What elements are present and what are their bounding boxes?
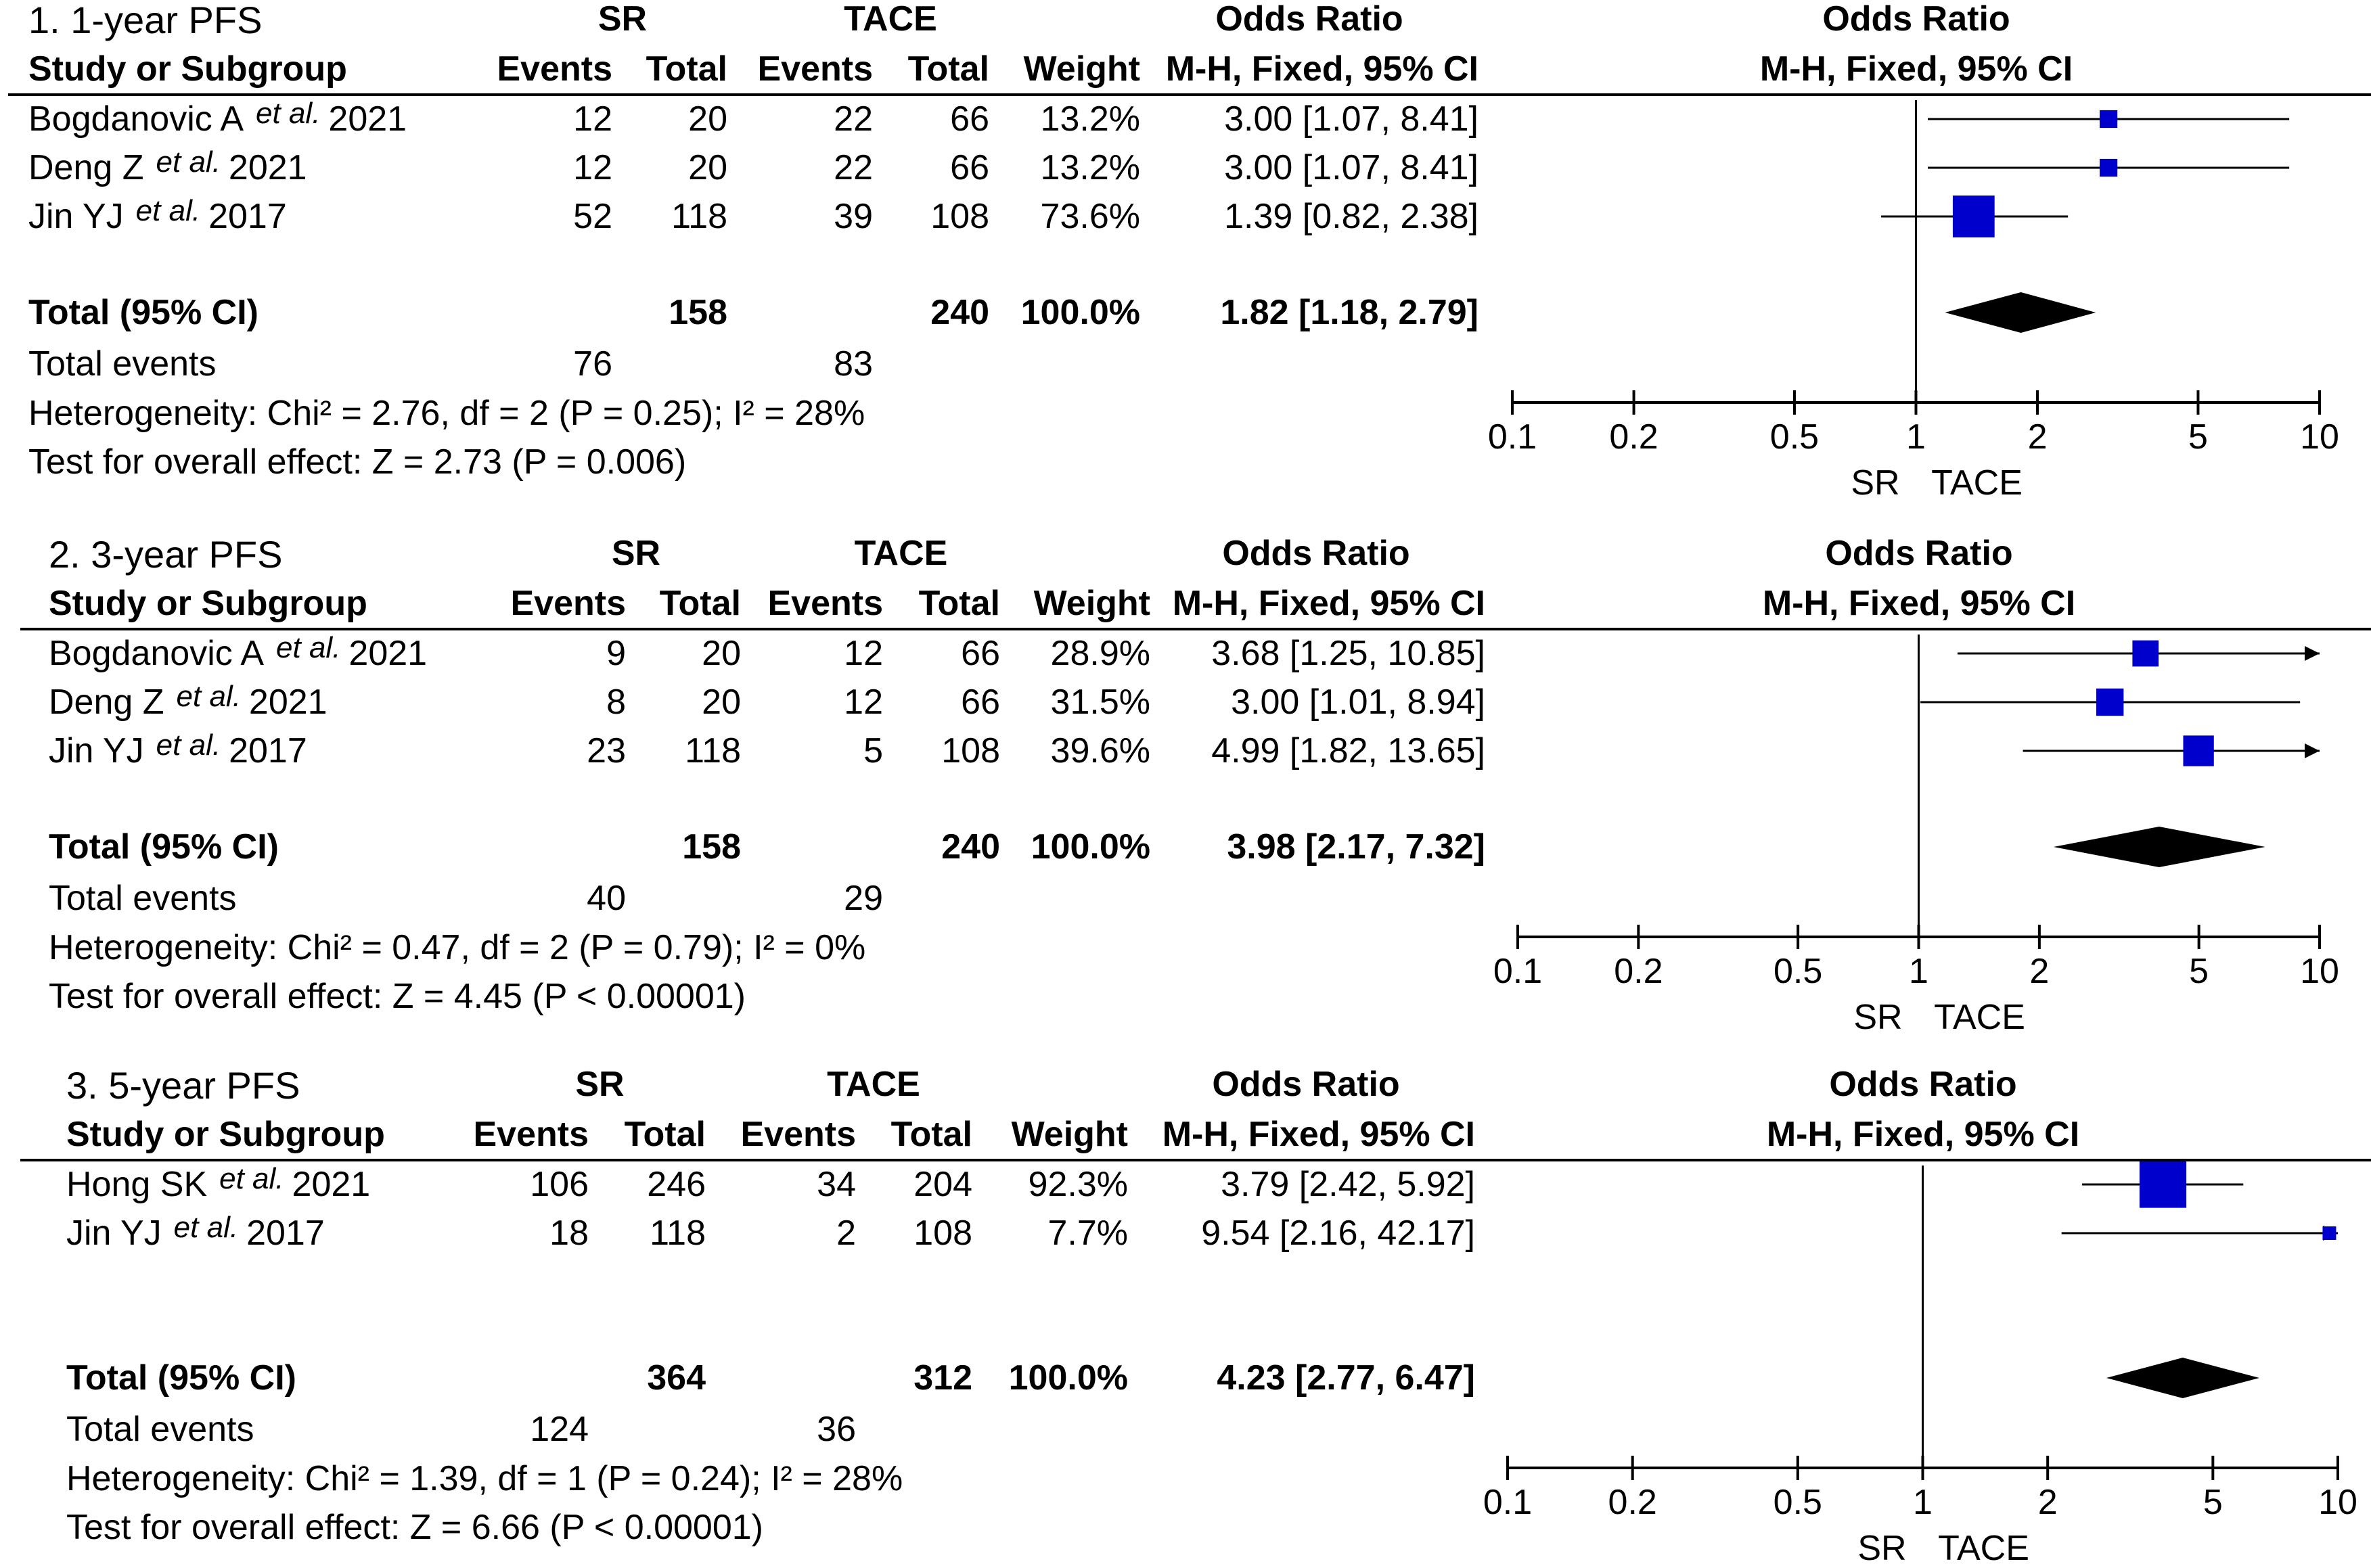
x-tick-label: 10 bbox=[2300, 417, 2339, 457]
tace-total-header: Total bbox=[890, 1115, 972, 1154]
weight-header: Weight bbox=[1011, 1115, 1128, 1154]
ci-cell: 3.79 [2.42, 5.92] bbox=[1221, 1165, 1475, 1204]
total-sr: 158 bbox=[682, 827, 741, 867]
weight-cell: 31.5% bbox=[1050, 683, 1150, 722]
odds-ratio-plot-header: Odds Ratio bbox=[1822, 0, 2010, 39]
odds-ratio-col-header: Odds Ratio bbox=[1222, 534, 1410, 573]
method-plot-header: M-H, Fixed, 95% CI bbox=[1762, 584, 2076, 623]
tace-events-header: Events bbox=[740, 1115, 856, 1154]
total-events-label: Total events bbox=[49, 879, 237, 918]
ci-cell: 3.00 [1.01, 8.94] bbox=[1231, 683, 1485, 722]
ci-cell: 1.39 [0.82, 2.38] bbox=[1224, 197, 1478, 236]
weight-cell: 13.2% bbox=[1040, 99, 1140, 139]
favours-right-label: TACE bbox=[1938, 1529, 2029, 1568]
total-ci: 1.82 [1.18, 2.79] bbox=[1220, 293, 1478, 332]
total-events-sr: 124 bbox=[530, 1410, 589, 1449]
favours-left-label: SR bbox=[1853, 998, 1903, 1037]
method-header: M-H, Fixed, 95% CI bbox=[1162, 1115, 1475, 1154]
sr-events-cell: 52 bbox=[573, 197, 612, 236]
total-events-label: Total events bbox=[28, 344, 217, 384]
x-tick-label: 2 bbox=[2029, 952, 2050, 991]
ci-cell: 9.54 [2.16, 42.17] bbox=[1201, 1214, 1475, 1253]
tace-total-header: Total bbox=[918, 584, 1000, 623]
tace-total-cell: 108 bbox=[913, 1214, 972, 1253]
tace-total-cell: 108 bbox=[930, 197, 989, 236]
study-marker bbox=[2140, 1161, 2186, 1207]
x-tick-label: 1 bbox=[1913, 1483, 1933, 1522]
method-header: M-H, Fixed, 95% CI bbox=[1165, 49, 1478, 89]
pooled-diamond bbox=[2054, 827, 2265, 867]
favours-left-label: SR bbox=[1857, 1529, 1907, 1568]
tace-events-cell: 22 bbox=[834, 99, 873, 139]
x-tick-label: 1 bbox=[1906, 417, 1926, 457]
ci-cell: 3.00 [1.07, 8.41] bbox=[1224, 148, 1478, 187]
sr-total-cell: 246 bbox=[647, 1165, 706, 1204]
ci-arrow bbox=[2305, 743, 2320, 758]
total-events-tace: 36 bbox=[817, 1410, 856, 1449]
sr-total-header: Total bbox=[646, 49, 727, 89]
x-tick-label: 0.5 bbox=[1773, 952, 1823, 991]
sr-events-cell: 8 bbox=[606, 683, 626, 722]
x-tick-label: 0.1 bbox=[1483, 1483, 1533, 1522]
study-marker bbox=[2322, 1226, 2336, 1240]
x-tick-label: 10 bbox=[2318, 1483, 2357, 1522]
weight-cell: 13.2% bbox=[1040, 148, 1140, 187]
total-tace: 240 bbox=[930, 293, 989, 332]
sr-events-cell: 12 bbox=[573, 99, 612, 139]
study-author: Deng Z bbox=[49, 683, 164, 722]
study-author: Jin YJ bbox=[66, 1214, 162, 1253]
total-weight: 100.0% bbox=[1031, 827, 1150, 867]
study-marker bbox=[2096, 689, 2123, 716]
tace-total-cell: 66 bbox=[950, 99, 989, 139]
tace-events-header: Events bbox=[767, 584, 883, 623]
x-tick-label: 0.2 bbox=[1614, 952, 1663, 991]
study-marker bbox=[2100, 159, 2117, 177]
sr-events-cell: 23 bbox=[587, 731, 626, 770]
x-tick-label: 0.1 bbox=[1493, 952, 1543, 991]
sr-total-cell: 20 bbox=[688, 99, 727, 139]
study-etal: et al. bbox=[256, 97, 321, 130]
tace-total-cell: 66 bbox=[950, 148, 989, 187]
tace-events-cell: 22 bbox=[834, 148, 873, 187]
overall-effect-text: Test for overall effect: Z = 6.66 (P < 0.00001) bbox=[66, 1508, 763, 1547]
method-plot-header: M-H, Fixed, 95% CI bbox=[1766, 1115, 2080, 1154]
group1-header: SR bbox=[575, 1065, 625, 1104]
total-ci: 3.98 [2.17, 7.32] bbox=[1227, 827, 1485, 867]
study-author: Deng Z bbox=[28, 148, 144, 187]
weight-cell: 7.7% bbox=[1047, 1214, 1128, 1253]
sr-events-cell: 18 bbox=[549, 1214, 589, 1253]
study-year: 2021 bbox=[328, 99, 407, 139]
sr-total-cell: 118 bbox=[671, 197, 727, 236]
study-header: Study or Subgroup bbox=[28, 49, 347, 89]
sr-events-cell: 12 bbox=[573, 148, 612, 187]
heterogeneity-text: Heterogeneity: Chi² = 1.39, df = 1 (P = 0.24); I² = 28% bbox=[66, 1459, 903, 1498]
sr-total-cell: 20 bbox=[702, 683, 741, 722]
total-events-tace: 83 bbox=[834, 344, 873, 384]
sr-total-cell: 118 bbox=[650, 1214, 706, 1253]
total-events-sr: 40 bbox=[587, 879, 626, 918]
study-etal: et al. bbox=[276, 631, 341, 664]
group2-header: TACE bbox=[844, 0, 937, 39]
study-marker bbox=[2132, 641, 2159, 667]
pooled-diamond bbox=[1945, 292, 2096, 333]
header-rule bbox=[20, 628, 2371, 630]
weight-cell: 28.9% bbox=[1050, 634, 1150, 673]
heterogeneity-text: Heterogeneity: Chi² = 2.76, df = 2 (P = 0.25); I² = 28% bbox=[28, 394, 865, 433]
sr-events-header: Events bbox=[497, 49, 612, 89]
total-weight: 100.0% bbox=[1020, 293, 1140, 332]
tace-total-cell: 108 bbox=[941, 731, 1000, 770]
sr-events-cell: 9 bbox=[606, 634, 626, 673]
ci-cell: 3.00 [1.07, 8.41] bbox=[1224, 99, 1478, 139]
weight-header: Weight bbox=[1023, 49, 1140, 89]
group1-header: SR bbox=[597, 0, 648, 39]
sr-events-cell: 106 bbox=[530, 1165, 589, 1204]
study-year: 2017 bbox=[229, 731, 307, 770]
favours-right-label: TACE bbox=[1934, 998, 2025, 1037]
method-header: M-H, Fixed, 95% CI bbox=[1172, 584, 1485, 623]
weight-cell: 92.3% bbox=[1028, 1165, 1128, 1204]
study-etal: et al. bbox=[135, 194, 201, 227]
sr-total-header: Total bbox=[624, 1115, 706, 1154]
tace-events-cell: 12 bbox=[844, 634, 883, 673]
x-tick-label: 0.5 bbox=[1773, 1483, 1822, 1522]
x-tick-label: 0.2 bbox=[1609, 417, 1658, 457]
ci-arrow bbox=[2305, 646, 2320, 661]
total-events-label: Total events bbox=[66, 1410, 254, 1449]
overall-effect-text: Test for overall effect: Z = 4.45 (P < 0.00001) bbox=[49, 977, 746, 1016]
study-etal: et al. bbox=[176, 680, 241, 713]
tace-events-cell: 39 bbox=[834, 197, 873, 236]
total-sr: 158 bbox=[669, 293, 727, 332]
panel-title: 1. 1-year PFS bbox=[28, 0, 263, 41]
study-author: Jin YJ bbox=[49, 731, 144, 770]
total-events-sr: 76 bbox=[573, 344, 612, 384]
study-header: Study or Subgroup bbox=[49, 584, 367, 623]
tace-total-cell: 66 bbox=[961, 683, 1000, 722]
tace-total-cell: 204 bbox=[913, 1165, 972, 1204]
x-tick-label: 0.5 bbox=[1769, 417, 1820, 457]
total-events-tace: 29 bbox=[844, 879, 883, 918]
study-year: 2021 bbox=[248, 683, 328, 722]
x-tick-label: 2 bbox=[2037, 1483, 2058, 1522]
study-marker bbox=[2100, 110, 2117, 128]
ci-cell: 4.99 [1.82, 13.65] bbox=[1211, 731, 1485, 770]
total-tace: 240 bbox=[941, 827, 1000, 867]
study-etal: et al. bbox=[156, 145, 221, 179]
x-tick-label: 0.1 bbox=[1487, 417, 1537, 457]
method-plot-header: M-H, Fixed, 95% CI bbox=[1759, 49, 2073, 89]
x-tick-label: 2 bbox=[2027, 417, 2048, 457]
study-year: 2021 bbox=[348, 634, 428, 673]
study-year: 2021 bbox=[228, 148, 307, 187]
sr-total-cell: 20 bbox=[702, 634, 741, 673]
weight-cell: 39.6% bbox=[1050, 731, 1150, 770]
sr-total-header: Total bbox=[659, 584, 741, 623]
study-year: 2021 bbox=[292, 1165, 371, 1204]
tace-events-cell: 2 bbox=[836, 1214, 856, 1253]
favours-right-label: TACE bbox=[1931, 463, 2023, 503]
study-year: 2017 bbox=[246, 1214, 325, 1253]
heterogeneity-text: Heterogeneity: Chi² = 0.47, df = 2 (P = 0.79); I² = 0% bbox=[49, 928, 866, 967]
study-author: Bogdanovic A bbox=[49, 634, 265, 673]
x-tick-label: 5 bbox=[2203, 1483, 2223, 1522]
pooled-diamond bbox=[2106, 1358, 2259, 1398]
tace-total-header: Total bbox=[907, 49, 989, 89]
sr-events-header: Events bbox=[473, 1115, 589, 1154]
header-rule bbox=[20, 1159, 2371, 1161]
study-year: 2017 bbox=[208, 197, 287, 236]
study-author: Hong SK bbox=[66, 1165, 208, 1204]
total-label: Total (95% CI) bbox=[28, 293, 258, 332]
x-tick-label: 1 bbox=[1909, 952, 1928, 991]
panel-title: 2. 3-year PFS bbox=[49, 533, 283, 576]
tace-events-header: Events bbox=[757, 49, 873, 89]
x-tick-label: 5 bbox=[2189, 952, 2209, 991]
study-marker bbox=[1953, 195, 1995, 237]
study-header: Study or Subgroup bbox=[66, 1115, 385, 1154]
odds-ratio-col-header: Odds Ratio bbox=[1212, 1065, 1400, 1104]
weight-cell: 73.6% bbox=[1040, 197, 1140, 236]
study-etal: et al. bbox=[173, 1211, 239, 1244]
sr-total-cell: 20 bbox=[688, 148, 727, 187]
study-etal: et al. bbox=[219, 1162, 284, 1195]
tace-total-cell: 66 bbox=[961, 634, 1000, 673]
odds-ratio-plot-header: Odds Ratio bbox=[1829, 1065, 2017, 1104]
total-ci: 4.23 [2.77, 6.47] bbox=[1217, 1358, 1475, 1398]
ci-cell: 3.68 [1.25, 10.85] bbox=[1211, 634, 1485, 673]
study-author: Jin YJ bbox=[28, 197, 124, 236]
total-tace: 312 bbox=[913, 1358, 972, 1398]
group2-header: TACE bbox=[854, 534, 948, 573]
x-tick-label: 0.2 bbox=[1608, 1483, 1657, 1522]
tace-events-cell: 5 bbox=[863, 731, 883, 770]
header-rule bbox=[8, 93, 2371, 96]
total-label: Total (95% CI) bbox=[66, 1358, 296, 1398]
group2-header: TACE bbox=[827, 1065, 920, 1104]
panel-title: 3. 5-year PFS bbox=[66, 1064, 300, 1107]
odds-ratio-plot-header: Odds Ratio bbox=[1825, 534, 2013, 573]
weight-header: Weight bbox=[1033, 584, 1150, 623]
total-sr: 364 bbox=[647, 1358, 706, 1398]
x-tick-label: 10 bbox=[2300, 952, 2339, 991]
tace-events-cell: 34 bbox=[817, 1165, 856, 1204]
group1-header: SR bbox=[611, 534, 661, 573]
total-label: Total (95% CI) bbox=[49, 827, 279, 867]
study-marker bbox=[2183, 735, 2213, 766]
study-etal: et al. bbox=[156, 729, 221, 762]
study-author: Bogdanovic A bbox=[28, 99, 244, 139]
x-tick-label: 5 bbox=[2188, 417, 2208, 457]
sr-total-cell: 118 bbox=[685, 731, 741, 770]
odds-ratio-col-header: Odds Ratio bbox=[1215, 0, 1403, 39]
total-weight: 100.0% bbox=[1008, 1358, 1128, 1398]
favours-left-label: SR bbox=[1851, 463, 1900, 503]
overall-effect-text: Test for overall effect: Z = 2.73 (P = 0.006) bbox=[28, 442, 687, 482]
sr-events-header: Events bbox=[510, 584, 626, 623]
tace-events-cell: 12 bbox=[844, 683, 883, 722]
